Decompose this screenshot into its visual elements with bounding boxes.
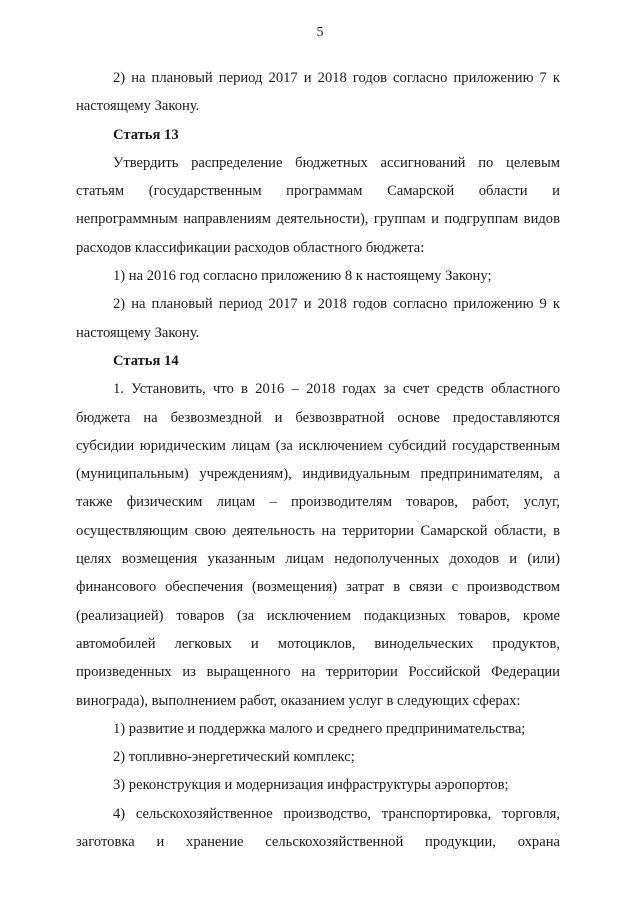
list-item: 2) топливно-энергетический комплекс;	[113, 749, 355, 766]
article-heading-14: Статья 14	[113, 352, 179, 369]
paragraph: Утвердить распределение бюджетных ассигнований по целевым статьям (государственным программам Самарской области и непрограммным направлениям деятельности), группам и подгруппам видов расходов классификации расходов областного бюджета:	[76, 154, 560, 256]
list-item: 2) на плановый период 2017 и 2018 годов согласно приложению 9 к настоящему Закону.	[76, 296, 560, 341]
list-item: 1) развитие и поддержка малого и среднего предпринимательства;	[113, 720, 526, 737]
page-number: 5	[316, 25, 324, 40]
paragraph: 2) на плановый период 2017 и 2018 годов согласно приложению 7 к настоящему Закону.	[76, 70, 560, 115]
article-heading-13: Статья 13	[113, 126, 179, 143]
paragraph: 1. Установить, что в 2016 – 2018 годах за счет средств областного бюджета на безвозмездной и безвозвратной основе предоставляются субсидии юридическим лицам (за исключением субсидий государственным (муниципальным) учреждениям), индивидуальным предпринимателям, а также физическим лицам – производителям товаров, работ, услуг, осуществляющим свою деятельность на территории Самарской области, в целях возмещения указанным лицам недополученных доходов и (или) финансового обеспечения (возмещения) затрат в связи с производством (реализацией) товаров (за исключением подакцизных товаров, кроме автомобилей легковых и мотоциклов, винодельческих продуктов, произведенных из выращенного на территории Российской Федерации винограда), выполнением работ, оказанием услуг в следующих сферах:	[76, 381, 560, 709]
list-item: 4) сельскохозяйственное производство, транспортировка, торговля, заготовка и хранение сельскохозяйственной продукции, охрана	[76, 805, 560, 851]
list-item: 1) на 2016 год согласно приложению 8 к настоящему Закону;	[113, 268, 492, 285]
document-body	[76, 64, 560, 856]
list-item: 3) реконструкция и модернизация инфраструктуры аэропортов;	[113, 777, 509, 794]
